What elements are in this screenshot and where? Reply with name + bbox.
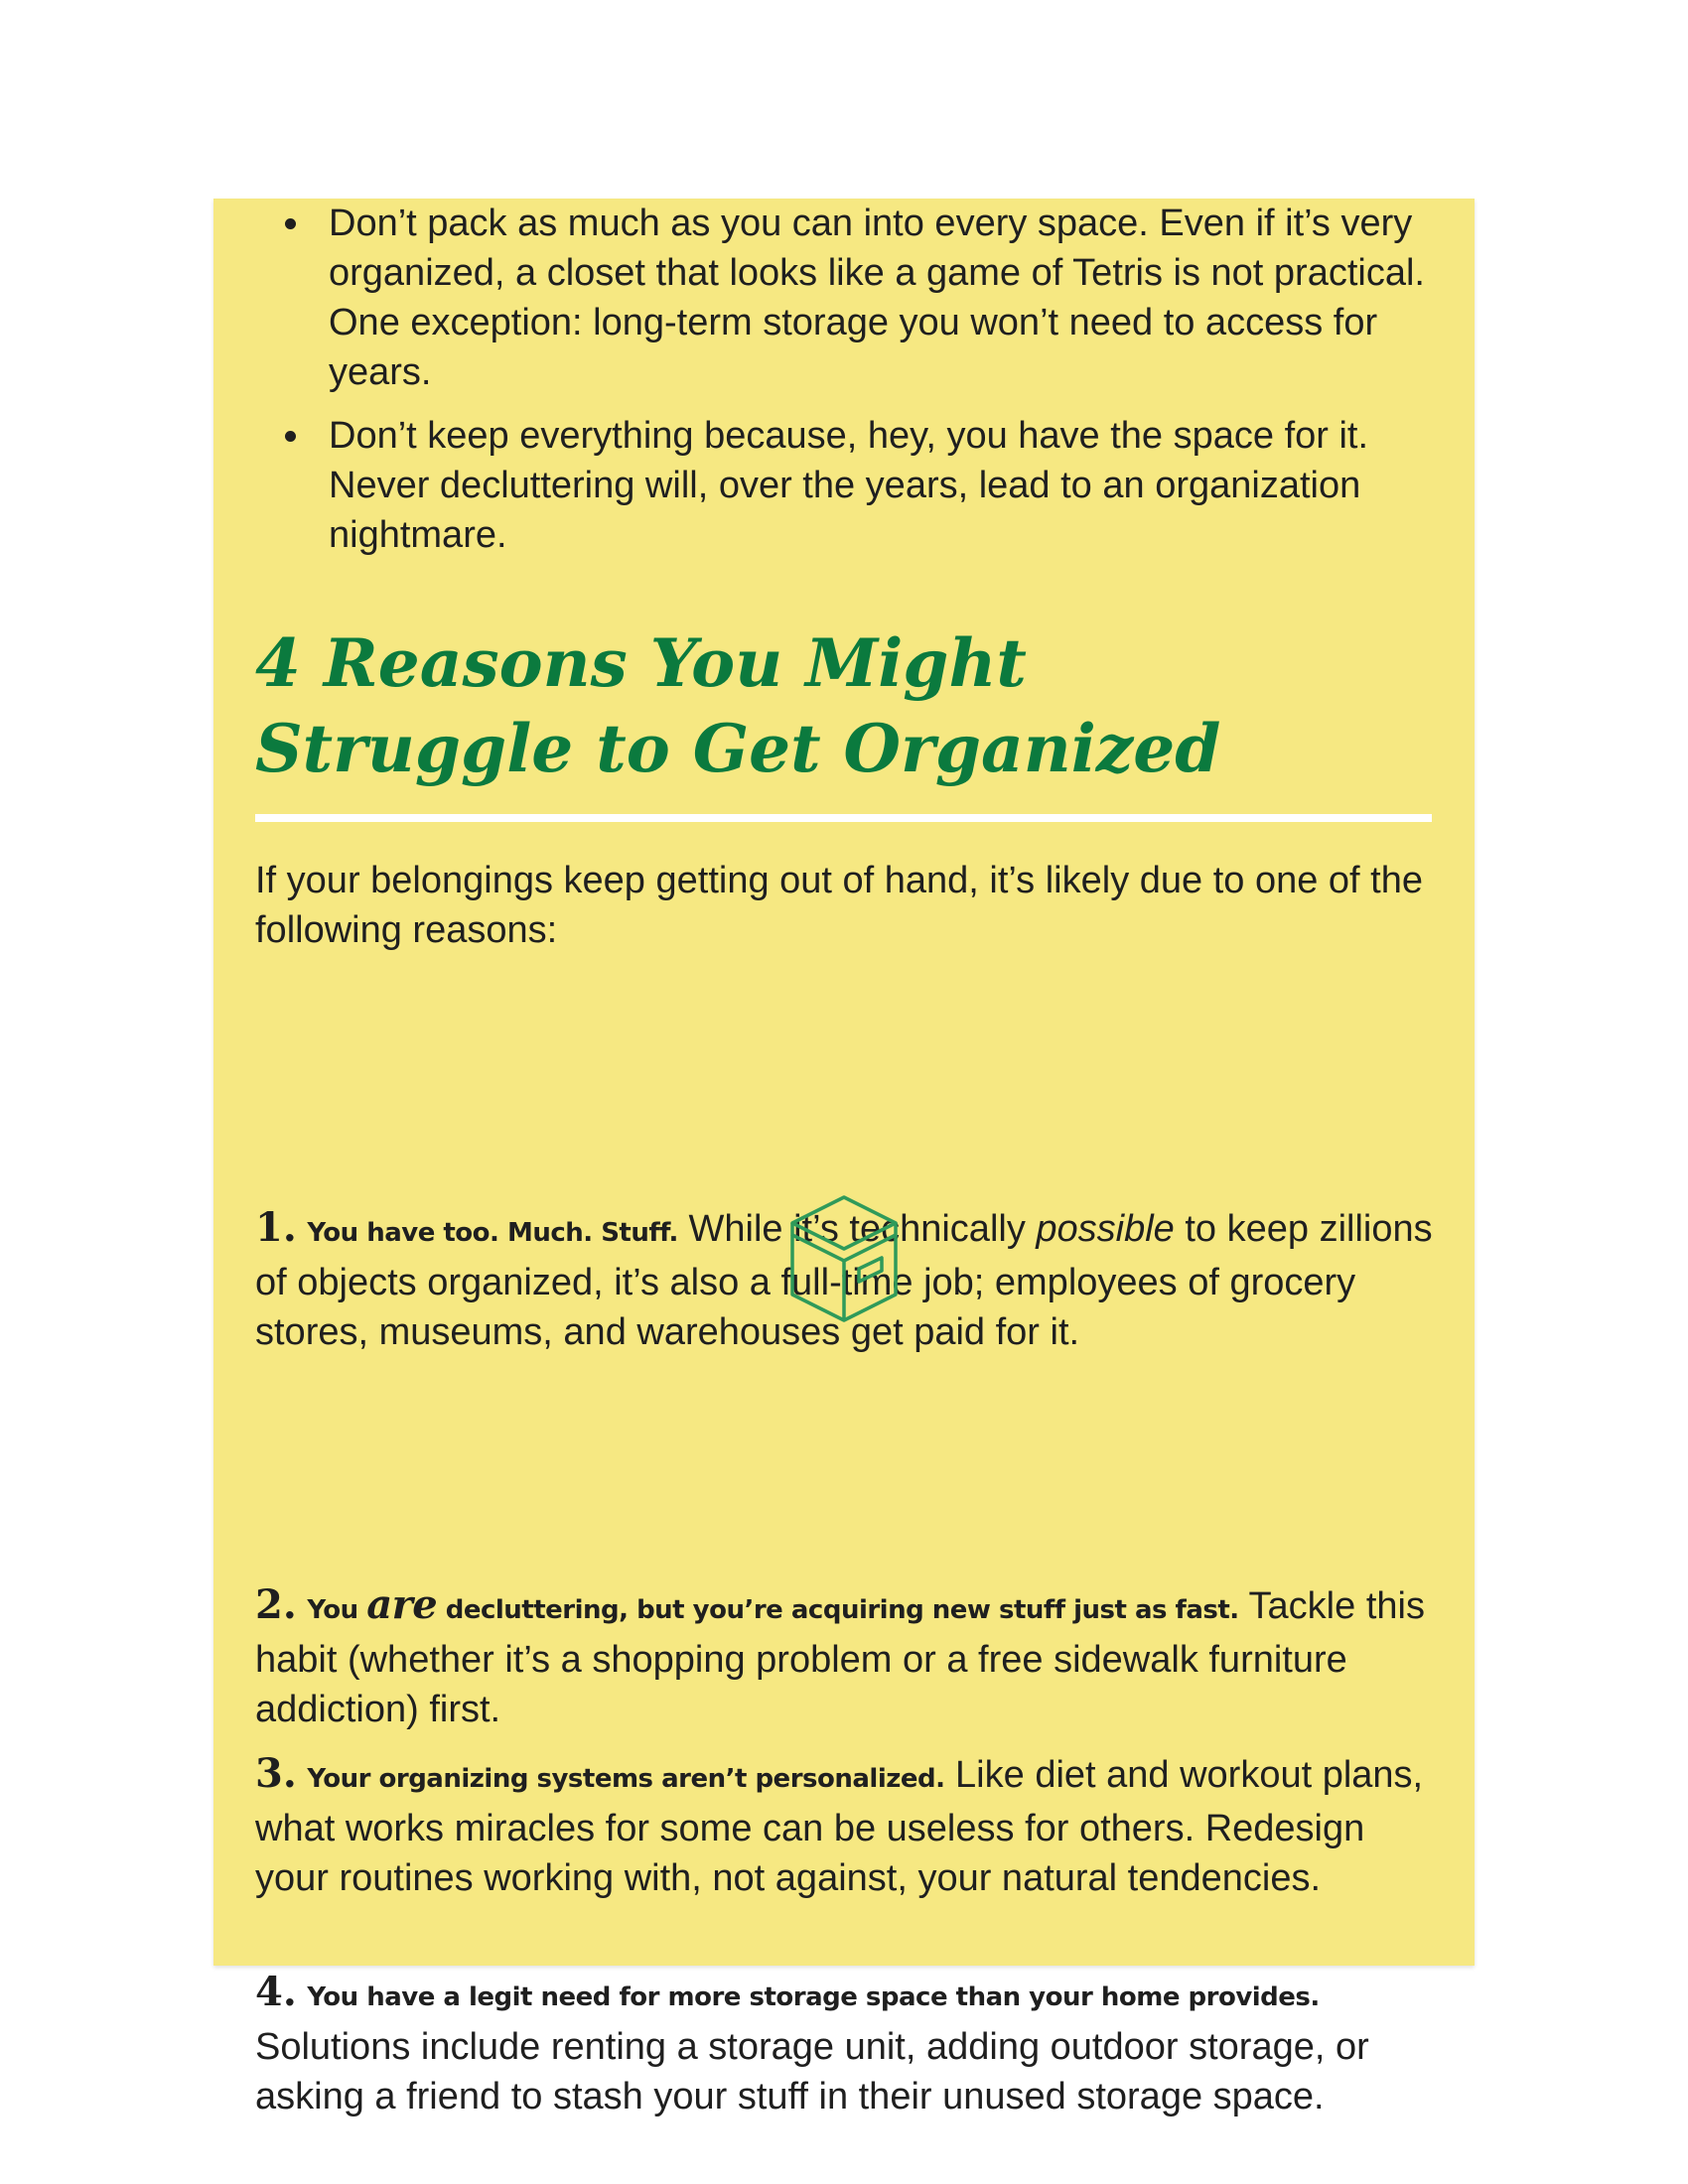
heading-line-2: Struggle to Get Organized: [255, 710, 1221, 787]
reason-body: Solutions include renting a storage unit, adding outdoor storage, or asking a friend to stash your stuff in their unused storage space.: [255, 2026, 1369, 2117]
sidebar-card: [213, 199, 1475, 2117]
bullet-icon: [285, 431, 296, 442]
heading-line-1: 4 Reasons You Might: [255, 624, 1027, 702]
storage-box-icon: [784, 1191, 904, 1325]
list-item-text: Don’t pack as much as you can into every space. Even if it’s very organized, a closet that looks like a game of Tetris is not practical. One exception: long-term storage you won’t need to access for years.: [329, 203, 1425, 393]
reason-number: 1.: [255, 1204, 297, 1251]
intro-paragraph: If your belongings keep getting out of hand, it’s likely due to one of the following reasons:: [255, 860, 1423, 951]
reason-number: 4.: [255, 1969, 297, 2015]
reason-item: [255, 1580, 1437, 1734]
reason-item: [255, 1749, 1437, 1903]
reason-lead: Your organizing systems aren’t personalized.: [307, 1764, 945, 1794]
section-heading: [255, 620, 1447, 791]
reason-body: Tackle this habit (whether it’s a shopping problem or a free sidewalk furniture addiction) first.: [255, 1585, 1425, 1730]
tips-list: [273, 199, 1435, 574]
reason-body: Like diet and workout plans, what works miracles for some can be useless for others. Redesign your routines working with, not against, your natural tendencies.: [255, 1754, 1424, 1899]
list-item-text: Don’t keep everything because, hey, you have the space for it. Never decluttering will, over the years, lead to an organization nightmare.: [329, 415, 1369, 556]
list-item: [273, 199, 1435, 397]
bullet-icon: [285, 218, 296, 229]
divider: [255, 814, 1432, 822]
reason-lead: You have too. Much. Stuff.: [307, 1218, 678, 1248]
reason-body-emphasis: possible: [1036, 1208, 1175, 1250]
reason-lead-emphasis: are: [366, 1581, 438, 1628]
list-item: [273, 411, 1435, 560]
reason-number: 3.: [255, 1750, 297, 1797]
reason-body-part: While it’s technically: [688, 1208, 1037, 1250]
reason-item: [255, 1968, 1437, 2121]
reason-body-part: to keep zillions of objects organized, it’s also a full-time job; employees of grocery stores, museums, and warehouses get paid for it.: [255, 1208, 1433, 1353]
reason-lead: You have a legit need for more storage space than your home provides.: [307, 1982, 1320, 2012]
reason-number: 2.: [255, 1581, 297, 1628]
reason-lead-part: You: [307, 1595, 367, 1625]
reason-lead: [307, 1581, 1239, 1628]
reason-lead-part: decluttering, but you’re acquiring new stuff just as fast.: [437, 1595, 1239, 1625]
